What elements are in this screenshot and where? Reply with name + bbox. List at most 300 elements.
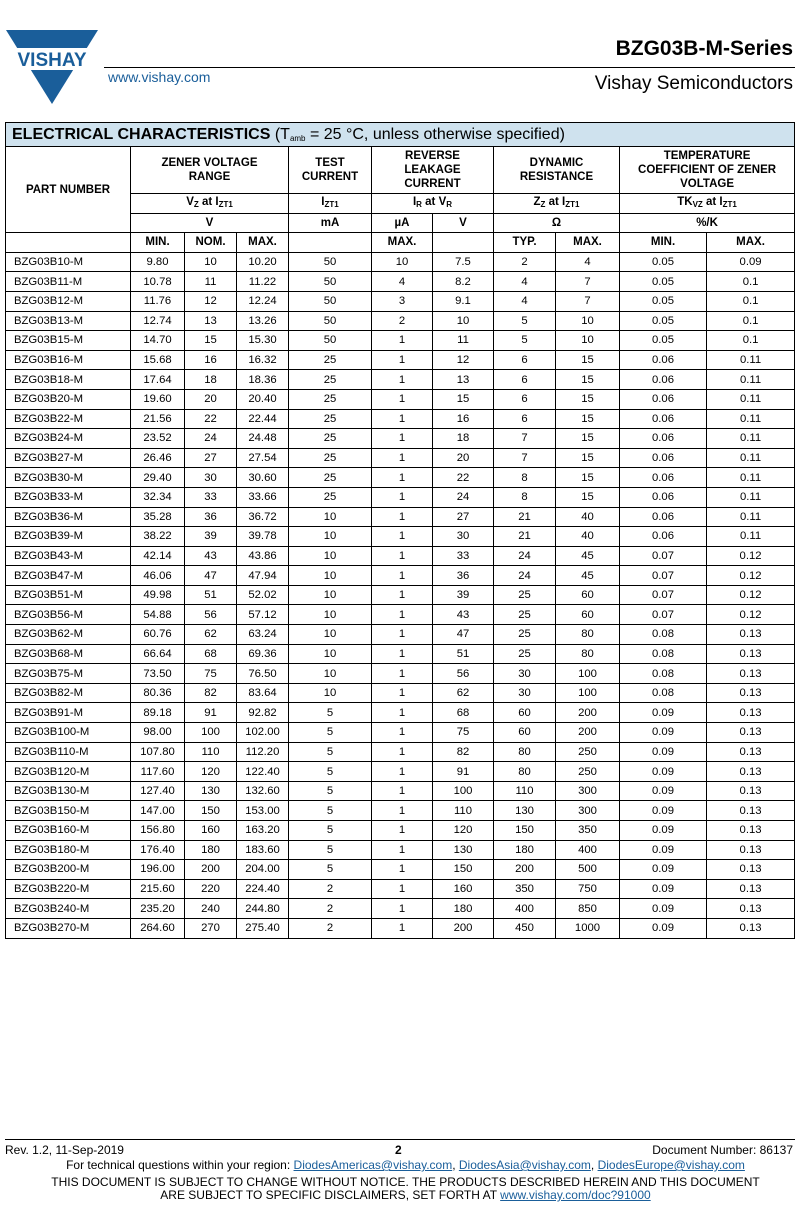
- value-cell: 130: [433, 840, 494, 860]
- value-cell: 47: [185, 566, 237, 586]
- part-number-cell: BZG03B220-M: [6, 879, 131, 899]
- table-row: [6, 644, 795, 664]
- value-cell: 130: [185, 781, 237, 801]
- value-cell: 19.60: [131, 389, 185, 409]
- symbol-tkvz: $TK_{VZ}$ at $I_{ZT1}$: [620, 194, 795, 214]
- part-number-cell: BZG03B51-M: [6, 585, 131, 605]
- value-cell: 10: [433, 311, 494, 331]
- value-cell: 11: [433, 331, 494, 351]
- value-cell: 0.09: [707, 252, 795, 272]
- value-cell: 25: [289, 487, 372, 507]
- value-cell: 850: [556, 899, 620, 919]
- unit-tk: %/K: [620, 213, 795, 233]
- contact-prefix: For technical questions within your region:: [66, 1158, 294, 1172]
- value-cell: 0.06: [620, 468, 707, 488]
- value-cell: 47: [433, 625, 494, 645]
- value-cell: 0.05: [620, 331, 707, 351]
- value-cell: 0.07: [620, 605, 707, 625]
- value-cell: 0.11: [707, 389, 795, 409]
- value-cell: 200: [185, 860, 237, 880]
- value-cell: 5: [289, 762, 372, 782]
- value-cell: 10: [289, 585, 372, 605]
- value-cell: 12.74: [131, 311, 185, 331]
- table-row: [6, 605, 795, 625]
- value-cell: 2: [494, 252, 556, 272]
- value-cell: 0.09: [620, 723, 707, 743]
- value-cell: 1: [372, 801, 433, 821]
- value-cell: 25: [289, 448, 372, 468]
- value-cell: 0.06: [620, 350, 707, 370]
- footer-divider: [5, 1139, 795, 1140]
- subheader-zz-typ: TYP.: [494, 233, 556, 253]
- value-cell: 15: [556, 468, 620, 488]
- value-cell: 0.06: [620, 487, 707, 507]
- value-cell: 91: [433, 762, 494, 782]
- value-cell: 92.82: [237, 703, 289, 723]
- value-cell: 60: [556, 585, 620, 605]
- value-cell: 89.18: [131, 703, 185, 723]
- value-cell: 18.36: [237, 370, 289, 390]
- value-cell: 0.13: [707, 781, 795, 801]
- table-row: [6, 703, 795, 723]
- value-cell: 300: [556, 801, 620, 821]
- value-cell: 3: [372, 291, 433, 311]
- value-cell: 10: [289, 625, 372, 645]
- value-cell: 2: [289, 899, 372, 919]
- value-cell: 20.40: [237, 389, 289, 409]
- value-cell: 20: [433, 448, 494, 468]
- value-cell: 5: [289, 742, 372, 762]
- value-cell: 10: [289, 644, 372, 664]
- value-cell: 50: [289, 311, 372, 331]
- page-number: 2: [395, 1143, 402, 1157]
- value-cell: 10: [372, 252, 433, 272]
- value-cell: 250: [556, 762, 620, 782]
- value-cell: 0.09: [620, 742, 707, 762]
- value-cell: 91: [185, 703, 237, 723]
- value-cell: 1: [372, 918, 433, 938]
- value-cell: 0.12: [707, 605, 795, 625]
- value-cell: 27.54: [237, 448, 289, 468]
- value-cell: 15.30: [237, 331, 289, 351]
- subheader-blank: [433, 233, 494, 253]
- value-cell: 15: [185, 331, 237, 351]
- value-cell: 5: [289, 781, 372, 801]
- table-row: [6, 918, 795, 938]
- subheader-zz-max: MAX.: [556, 233, 620, 253]
- table-row: [6, 683, 795, 703]
- value-cell: 30.60: [237, 468, 289, 488]
- value-cell: 50: [289, 331, 372, 351]
- value-cell: 27: [185, 448, 237, 468]
- email-asia-link[interactable]: DiodesAsia@vishay.com: [458, 1158, 591, 1172]
- table-row: [6, 350, 795, 370]
- table-row: [6, 389, 795, 409]
- value-cell: 1: [372, 644, 433, 664]
- part-number-cell: BZG03B36-M: [6, 507, 131, 527]
- table-row: [6, 625, 795, 645]
- table-row: [6, 272, 795, 292]
- value-cell: 18: [185, 370, 237, 390]
- value-cell: 24.48: [237, 429, 289, 449]
- part-number-cell: BZG03B56-M: [6, 605, 131, 625]
- value-cell: 7: [494, 448, 556, 468]
- value-cell: 15: [433, 389, 494, 409]
- value-cell: 10: [289, 507, 372, 527]
- symbol-vz: $V_Z$ at $I_{ZT1}$: [131, 194, 289, 214]
- value-cell: 0.1: [707, 272, 795, 292]
- value-cell: 22: [185, 409, 237, 429]
- part-number-cell: BZG03B24-M: [6, 429, 131, 449]
- value-cell: 1: [372, 331, 433, 351]
- value-cell: 40: [556, 527, 620, 547]
- value-cell: 39: [433, 585, 494, 605]
- part-number-cell: BZG03B16-M: [6, 350, 131, 370]
- value-cell: 11.22: [237, 272, 289, 292]
- value-cell: 1: [372, 723, 433, 743]
- value-cell: 1: [372, 683, 433, 703]
- value-cell: 0.13: [707, 821, 795, 841]
- value-cell: 50: [289, 291, 372, 311]
- value-cell: 0.12: [707, 546, 795, 566]
- electrical-characteristics-table: [5, 122, 795, 939]
- value-cell: 100: [185, 723, 237, 743]
- value-cell: 4: [372, 272, 433, 292]
- value-cell: 200: [494, 860, 556, 880]
- table-row: [6, 860, 795, 880]
- part-number-cell: BZG03B11-M: [6, 272, 131, 292]
- value-cell: 7.5: [433, 252, 494, 272]
- unit-zz: Ω: [494, 213, 620, 233]
- value-cell: 62: [433, 683, 494, 703]
- value-cell: 16: [433, 409, 494, 429]
- value-cell: 0.06: [620, 389, 707, 409]
- value-cell: 25: [289, 409, 372, 429]
- value-cell: 10: [289, 527, 372, 547]
- value-cell: 45: [556, 546, 620, 566]
- value-cell: 0.09: [620, 821, 707, 841]
- value-cell: 0.13: [707, 879, 795, 899]
- value-cell: 82: [433, 742, 494, 762]
- part-number-cell: BZG03B39-M: [6, 527, 131, 547]
- value-cell: 150: [433, 860, 494, 880]
- value-cell: 5: [289, 801, 372, 821]
- value-cell: 56: [185, 605, 237, 625]
- value-cell: 30: [433, 527, 494, 547]
- value-cell: 13.26: [237, 311, 289, 331]
- value-cell: 0.1: [707, 331, 795, 351]
- part-number-cell: BZG03B27-M: [6, 448, 131, 468]
- part-number-cell: BZG03B91-M: [6, 703, 131, 723]
- value-cell: 110: [494, 781, 556, 801]
- value-cell: 127.40: [131, 781, 185, 801]
- value-cell: 160: [433, 879, 494, 899]
- value-cell: 60: [556, 605, 620, 625]
- value-cell: 0.09: [620, 860, 707, 880]
- value-cell: 69.36: [237, 644, 289, 664]
- value-cell: 0.13: [707, 899, 795, 919]
- email-europe-link[interactable]: DiodesEurope@vishay.com: [597, 1158, 745, 1172]
- value-cell: 8: [494, 468, 556, 488]
- value-cell: 1: [372, 762, 433, 782]
- value-cell: 46.06: [131, 566, 185, 586]
- value-cell: 75: [433, 723, 494, 743]
- value-cell: 0.13: [707, 860, 795, 880]
- value-cell: 0.07: [620, 585, 707, 605]
- value-cell: 63.24: [237, 625, 289, 645]
- value-cell: 270: [185, 918, 237, 938]
- value-cell: 10: [289, 605, 372, 625]
- value-cell: 0.07: [620, 546, 707, 566]
- subheader-blank: [289, 233, 372, 253]
- value-cell: 17.64: [131, 370, 185, 390]
- value-cell: 25: [289, 389, 372, 409]
- table-row: [6, 801, 795, 821]
- value-cell: 2: [289, 918, 372, 938]
- value-cell: 25: [494, 625, 556, 645]
- value-cell: 4: [494, 272, 556, 292]
- value-cell: 224.40: [237, 879, 289, 899]
- value-cell: 1: [372, 879, 433, 899]
- part-number-cell: BZG03B22-M: [6, 409, 131, 429]
- value-cell: 0.06: [620, 448, 707, 468]
- table-row: [6, 409, 795, 429]
- value-cell: 52.02: [237, 585, 289, 605]
- value-cell: 117.60: [131, 762, 185, 782]
- table-row: [6, 566, 795, 586]
- value-cell: 0.06: [620, 409, 707, 429]
- value-cell: 1: [372, 703, 433, 723]
- header-divider: [104, 67, 795, 68]
- value-cell: 1: [372, 566, 433, 586]
- part-number-cell: BZG03B110-M: [6, 742, 131, 762]
- table-row: [6, 762, 795, 782]
- table-row: [6, 585, 795, 605]
- value-cell: 4: [494, 291, 556, 311]
- value-cell: 400: [556, 840, 620, 860]
- value-cell: 200: [433, 918, 494, 938]
- value-cell: 1: [372, 664, 433, 684]
- value-cell: 15: [556, 370, 620, 390]
- value-cell: 0.06: [620, 507, 707, 527]
- value-cell: 50: [289, 272, 372, 292]
- unit-izt: mA: [289, 213, 372, 233]
- value-cell: 35.28: [131, 507, 185, 527]
- value-cell: 1: [372, 821, 433, 841]
- value-cell: 112.20: [237, 742, 289, 762]
- table-row: [6, 468, 795, 488]
- value-cell: 4: [556, 252, 620, 272]
- value-cell: 153.00: [237, 801, 289, 821]
- value-cell: 0.05: [620, 291, 707, 311]
- value-cell: 250: [556, 742, 620, 762]
- value-cell: 39: [185, 527, 237, 547]
- table-row: [6, 291, 795, 311]
- subheader-tk-max: MAX.: [707, 233, 795, 253]
- value-cell: 275.40: [237, 918, 289, 938]
- table-title: [6, 123, 795, 147]
- value-cell: 24: [494, 546, 556, 566]
- disclaimer-link[interactable]: www.vishay.com/doc?91000: [500, 1188, 651, 1202]
- value-cell: 36: [433, 566, 494, 586]
- value-cell: 20: [185, 389, 237, 409]
- header-dynamic-resistance: DYNAMIC RESISTANCE: [494, 147, 620, 194]
- value-cell: 68: [433, 703, 494, 723]
- value-cell: 47.94: [237, 566, 289, 586]
- value-cell: 0.08: [620, 625, 707, 645]
- value-cell: 27: [433, 507, 494, 527]
- value-cell: 0.06: [620, 370, 707, 390]
- value-cell: 183.60: [237, 840, 289, 860]
- value-cell: 15: [556, 409, 620, 429]
- disclaimer-line-1: THIS DOCUMENT IS SUBJECT TO CHANGE WITHOUT NOTICE. THE PRODUCTS DESCRIBED HEREIN AND THIS DOCUMENT: [51, 1175, 760, 1189]
- value-cell: 150: [185, 801, 237, 821]
- value-cell: 0.09: [620, 918, 707, 938]
- value-cell: 215.60: [131, 879, 185, 899]
- value-cell: 25: [494, 644, 556, 664]
- email-americas-link[interactable]: DiodesAmericas@vishay.com: [293, 1158, 453, 1172]
- part-number-cell: BZG03B68-M: [6, 644, 131, 664]
- value-cell: 0.11: [707, 487, 795, 507]
- subheader-vz-nom: NOM.: [185, 233, 237, 253]
- part-number-cell: BZG03B20-M: [6, 389, 131, 409]
- value-cell: 0.13: [707, 762, 795, 782]
- value-cell: 11: [185, 272, 237, 292]
- value-cell: 0.05: [620, 311, 707, 331]
- value-cell: 0.05: [620, 272, 707, 292]
- value-cell: 132.60: [237, 781, 289, 801]
- value-cell: 80: [556, 644, 620, 664]
- value-cell: 39.78: [237, 527, 289, 547]
- value-cell: 10.78: [131, 272, 185, 292]
- revision-info: Rev. 1.2, 11-Sep-2019: [5, 1143, 124, 1157]
- value-cell: 83.64: [237, 683, 289, 703]
- value-cell: 25: [289, 350, 372, 370]
- value-cell: 18: [433, 429, 494, 449]
- value-cell: 1: [372, 487, 433, 507]
- value-cell: 25: [289, 429, 372, 449]
- value-cell: 9.1: [433, 291, 494, 311]
- value-cell: 10.20: [237, 252, 289, 272]
- separator: ,: [452, 1158, 459, 1172]
- value-cell: 6: [494, 350, 556, 370]
- part-number-cell: BZG03B30-M: [6, 468, 131, 488]
- value-cell: 73.50: [131, 664, 185, 684]
- part-number-cell: BZG03B12-M: [6, 291, 131, 311]
- value-cell: 16: [185, 350, 237, 370]
- table-row: [6, 781, 795, 801]
- value-cell: 25: [289, 370, 372, 390]
- value-cell: 36: [185, 507, 237, 527]
- value-cell: 43.86: [237, 546, 289, 566]
- value-cell: 244.80: [237, 899, 289, 919]
- value-cell: 0.13: [707, 683, 795, 703]
- value-cell: 1: [372, 781, 433, 801]
- value-cell: 163.20: [237, 821, 289, 841]
- value-cell: 10: [289, 683, 372, 703]
- header-temp-coefficient: TEMPERATURE COEFFICIENT OF ZENER VOLTAGE: [620, 147, 795, 194]
- value-cell: 36.72: [237, 507, 289, 527]
- value-cell: 350: [556, 821, 620, 841]
- value-cell: 22.44: [237, 409, 289, 429]
- value-cell: 54.88: [131, 605, 185, 625]
- value-cell: 147.00: [131, 801, 185, 821]
- header-zener-voltage: ZENER VOLTAGE RANGE: [131, 147, 289, 194]
- value-cell: 100: [556, 664, 620, 684]
- value-cell: 1: [372, 429, 433, 449]
- company-name: Vishay Semiconductors: [594, 73, 793, 94]
- value-cell: 15: [556, 429, 620, 449]
- value-cell: 42.14: [131, 546, 185, 566]
- value-cell: 1: [372, 899, 433, 919]
- value-cell: 1: [372, 742, 433, 762]
- value-cell: 0.13: [707, 723, 795, 743]
- value-cell: 98.00: [131, 723, 185, 743]
- value-cell: 204.00: [237, 860, 289, 880]
- value-cell: 5: [494, 331, 556, 351]
- value-cell: 7: [494, 429, 556, 449]
- value-cell: 1: [372, 409, 433, 429]
- value-cell: 1: [372, 370, 433, 390]
- symbol-izt: $I_{ZT1}$: [289, 194, 372, 214]
- value-cell: 68: [185, 644, 237, 664]
- value-cell: 15: [556, 487, 620, 507]
- value-cell: 5: [289, 703, 372, 723]
- value-cell: 180: [433, 899, 494, 919]
- value-cell: 0.08: [620, 644, 707, 664]
- value-cell: 0.09: [620, 703, 707, 723]
- value-cell: 0.09: [620, 781, 707, 801]
- part-number-cell: BZG03B33-M: [6, 487, 131, 507]
- value-cell: 80: [494, 762, 556, 782]
- part-number-cell: BZG03B82-M: [6, 683, 131, 703]
- disclaimer-prefix: ARE SUBJECT TO SPECIFIC DISCLAIMERS, SET FORTH AT: [160, 1188, 501, 1202]
- header-part-number: PART NUMBER: [6, 147, 131, 233]
- value-cell: 1: [372, 585, 433, 605]
- value-cell: 350: [494, 879, 556, 899]
- table-row: [6, 370, 795, 390]
- value-cell: 60: [494, 703, 556, 723]
- value-cell: 32.34: [131, 487, 185, 507]
- table-title-cond-pre: (T: [274, 125, 290, 143]
- value-cell: 0.1: [707, 311, 795, 331]
- value-cell: 150: [494, 821, 556, 841]
- table-row: [6, 664, 795, 684]
- website-link[interactable]: www.vishay.com: [108, 69, 211, 85]
- value-cell: 156.80: [131, 821, 185, 841]
- disclaimer-line-2: [0, 1188, 811, 1202]
- value-cell: 57.12: [237, 605, 289, 625]
- value-cell: 176.40: [131, 840, 185, 860]
- value-cell: 0.13: [707, 801, 795, 821]
- value-cell: 1: [372, 468, 433, 488]
- value-cell: 10: [556, 331, 620, 351]
- table-row: [6, 723, 795, 743]
- value-cell: 1: [372, 527, 433, 547]
- value-cell: 29.40: [131, 468, 185, 488]
- value-cell: 38.22: [131, 527, 185, 547]
- vishay-logo: [4, 28, 100, 106]
- value-cell: 22: [433, 468, 494, 488]
- value-cell: 26.46: [131, 448, 185, 468]
- value-cell: 51: [185, 585, 237, 605]
- value-cell: 500: [556, 860, 620, 880]
- value-cell: 5: [289, 821, 372, 841]
- value-cell: 62: [185, 625, 237, 645]
- table-row: [6, 331, 795, 351]
- value-cell: 1: [372, 625, 433, 645]
- value-cell: 122.40: [237, 762, 289, 782]
